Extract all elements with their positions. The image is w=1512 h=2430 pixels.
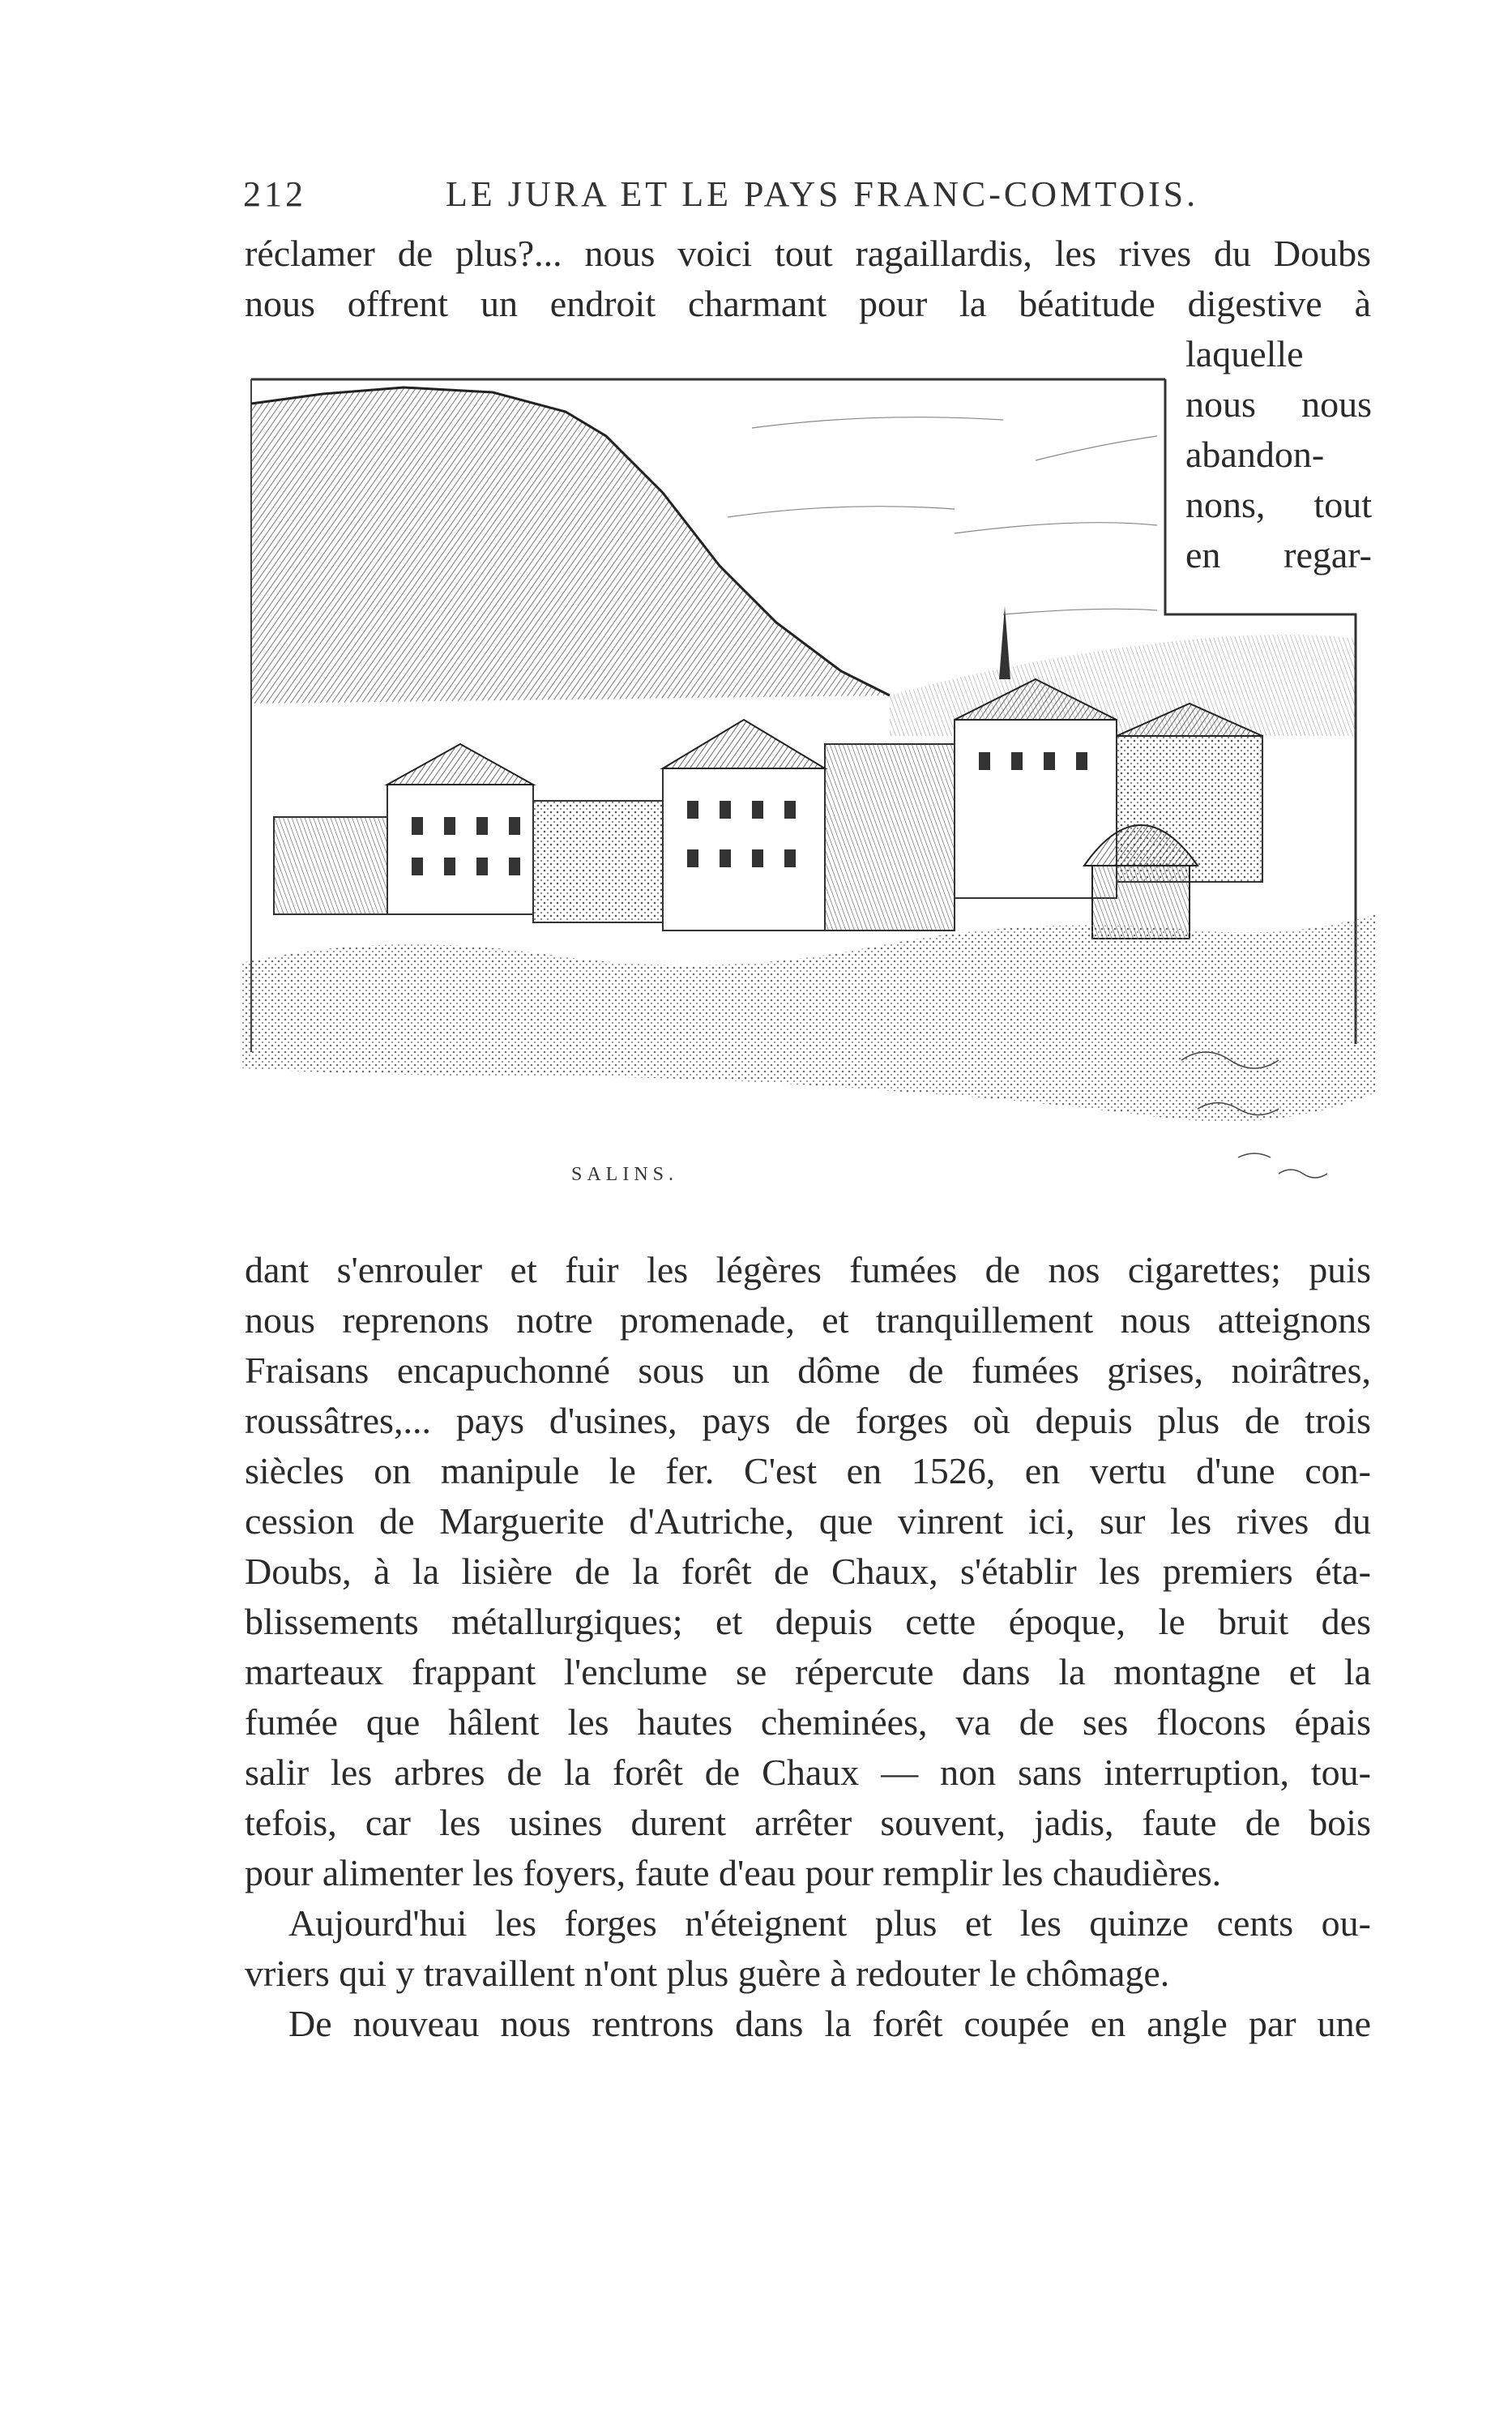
side-text-line: nous nous [1185,383,1372,425]
running-header [243,173,1361,222]
text-line: vriers qui y travaillent n'ont plus guère à redouter le chômage. [245,1953,1170,1994]
text-line: Fraisans encapuchonné sous un dôme de fumées grises, noirâtres, [245,1350,1371,1391]
text-line: cession de Marguerite d'Autriche, que vinrent ici, sur les rives du [245,1500,1371,1542]
text-line: roussâtres,... pays d'usines, pays de forges où depuis plus de trois [245,1400,1371,1441]
side-text-line: nons, tout [1185,484,1372,525]
text-line: De nouveau nous rentrons dans la forêt coupée en angle par une [288,2003,1371,2044]
side-text-line: en regar- [1185,534,1372,575]
text-line: nous offrent un endroit charmant pour la béatitude digestive à [245,283,1371,324]
text-line: blissements métallurgiques; et depuis cette époque, le bruit des [245,1601,1371,1642]
text-line: Aujourd'hui les forges n'éteignent plus et les quinze cents ou- [288,1902,1371,1944]
running-title: LE JURA ET LE PAYS FRANC-COMTOIS. [446,174,1199,214]
text-line: nous reprenons notre promenade, et tranquillement nous atteignons [245,1299,1371,1341]
text-line: dant s'enrouler et fuir les légères fumées de nos cigarettes; puis [245,1249,1371,1290]
foreground-foliage [241,914,1376,1122]
page-number: 212 [243,174,306,214]
text-line: salir les arbres de la forêt de Chaux — non sans interruption, tou- [245,1752,1371,1793]
side-text-line: abandon- [1185,434,1325,475]
text-line: siècles on manipule le fer. C'est en 1526, en vertu d'une con- [245,1450,1371,1491]
text-line: fumée que hâlent les hautes cheminées, va de ses flocons épais [245,1701,1371,1743]
text-line: marteaux frappant l'enclume se répercute dans la montagne et la [245,1651,1371,1692]
text-line: Doubs, à la lisière de la forêt de Chaux, s'établir les premiers éta- [245,1551,1371,1592]
text-line: tefois, car les usines durent arrêter souvent, jadis, faute de bois [245,1802,1371,1843]
side-text-line: laquelle [1185,333,1304,374]
engraving-illustration [225,363,1376,1214]
text-line: pour alimenter les foyers, faute d'eau pour remplir les chaudières. [245,1852,1222,1893]
text-line: réclamer de plus?... nous voici tout ragaillardis, les rives du Doubs [245,233,1371,274]
mountain-slope [251,387,890,704]
church-steeple [999,606,1010,679]
illustration-caption: SALINS. [571,1164,679,1185]
